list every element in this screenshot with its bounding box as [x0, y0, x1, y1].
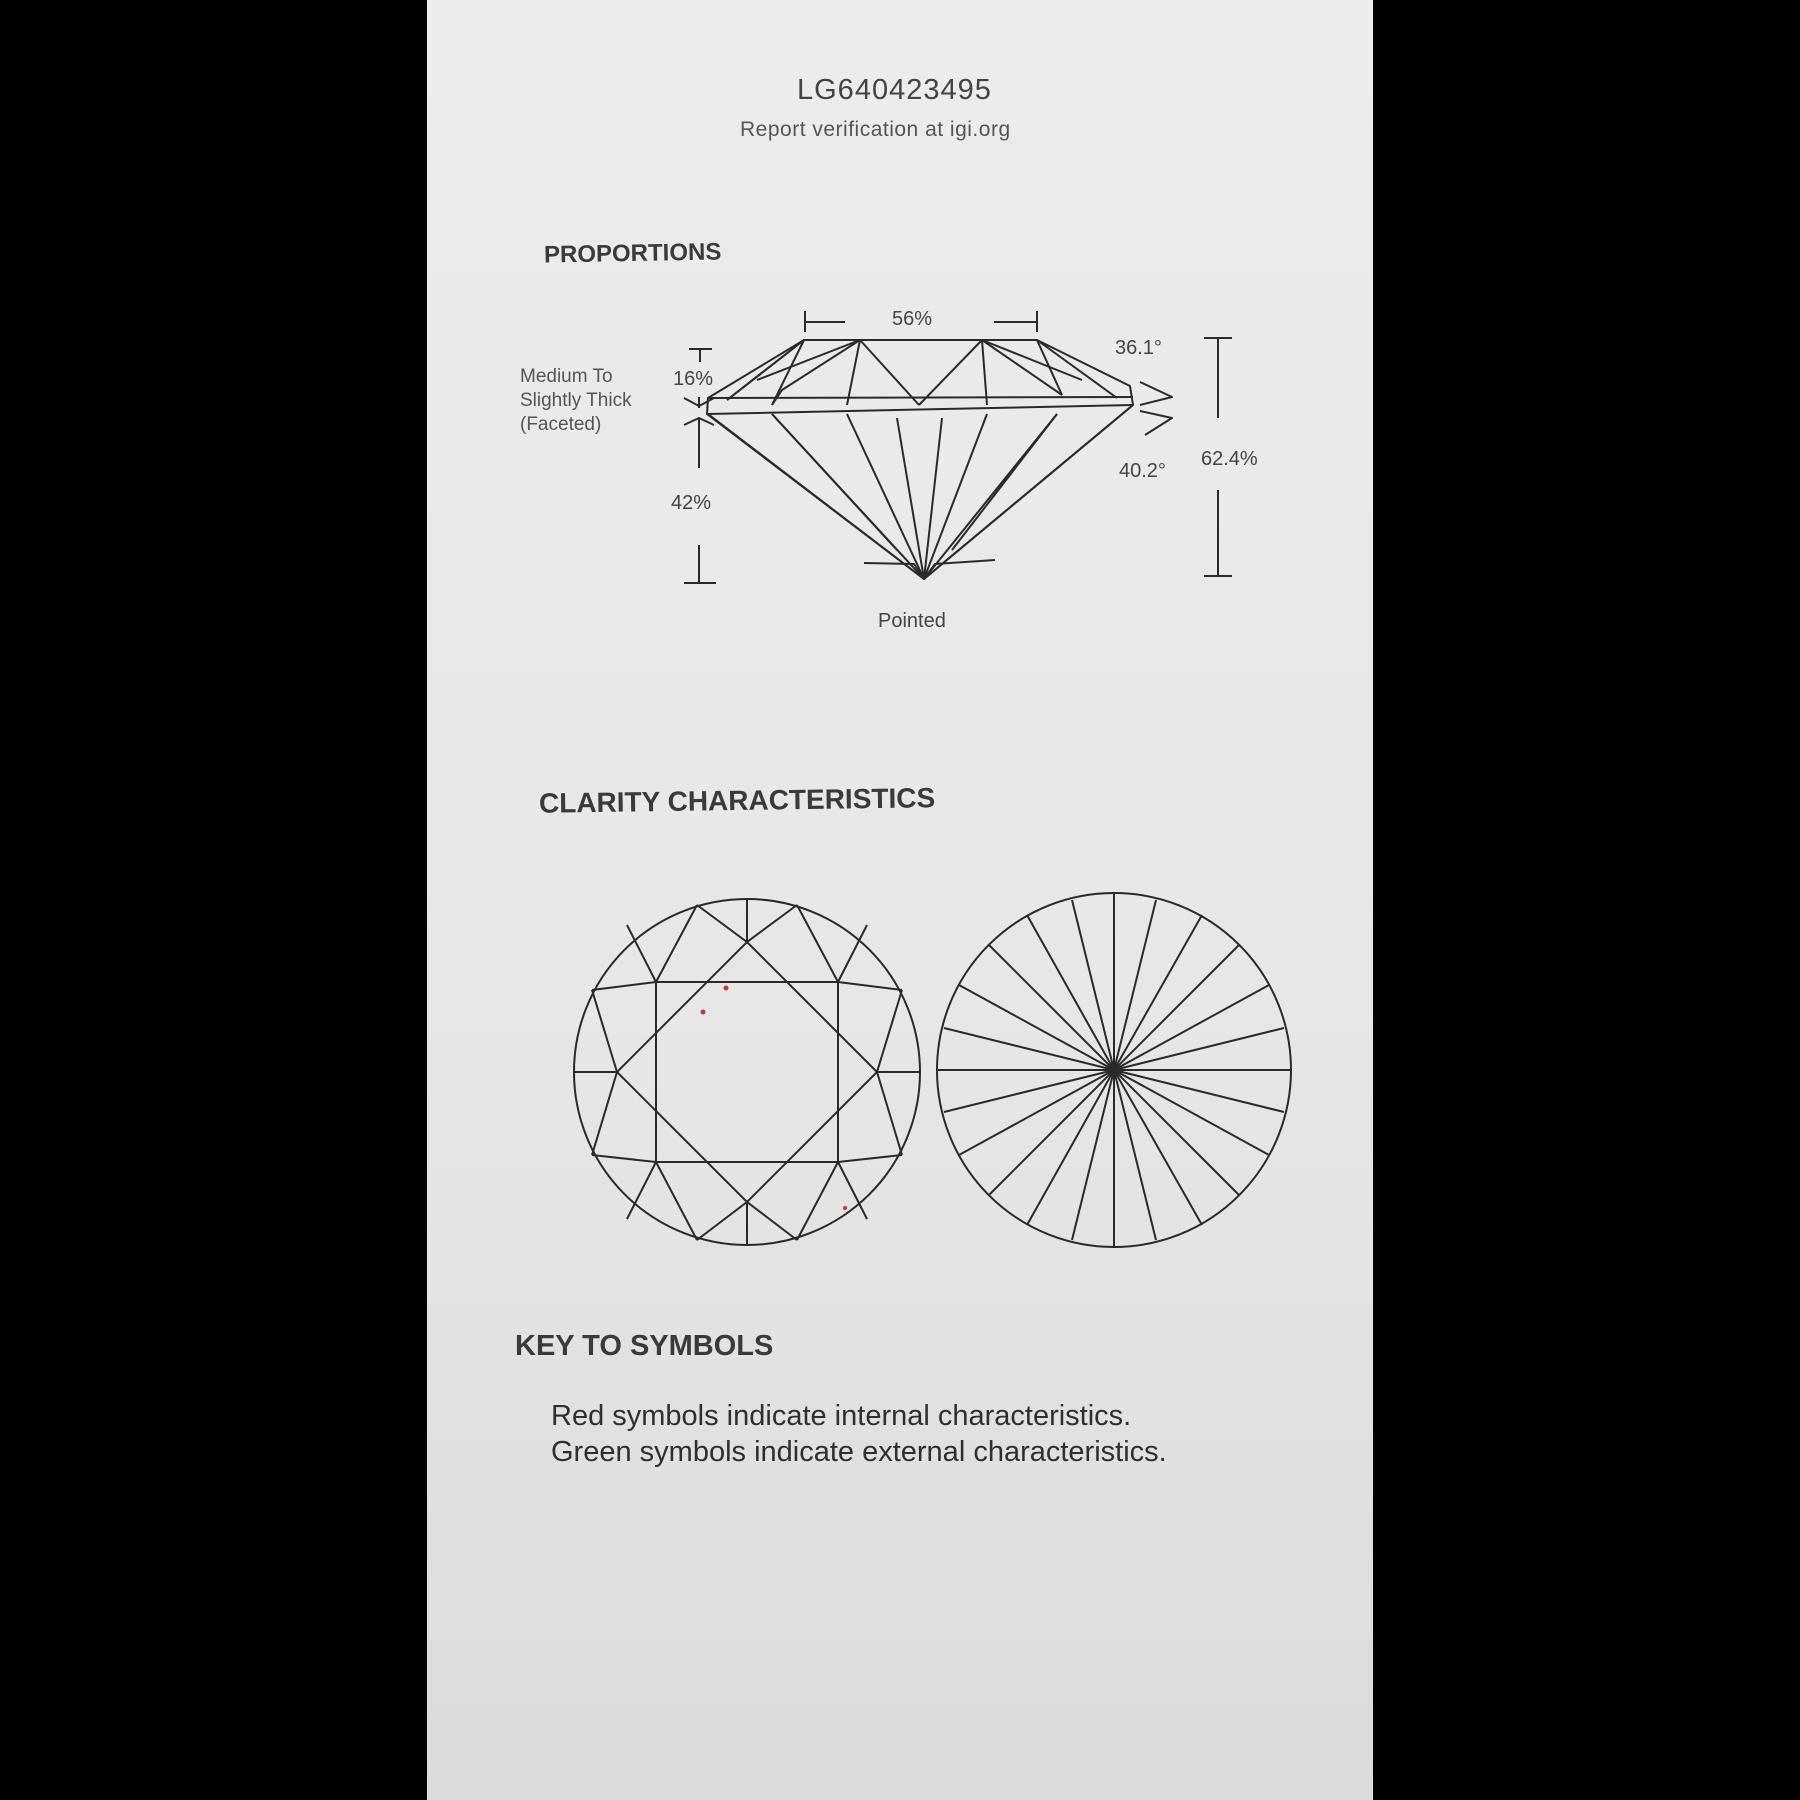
key-external-note: Green symbols indicate external characteristics.: [551, 1436, 1167, 1468]
report-page: [427, 0, 1373, 1800]
verification-note: Report verification at igi.org: [740, 118, 1011, 141]
culet-label: Pointed: [878, 610, 946, 632]
pavilion-view-diagram: [937, 893, 1291, 1247]
crown-angle: 36.1°: [1115, 337, 1162, 359]
pavilion-angle: 40.2°: [1119, 460, 1166, 482]
key-to-symbols-title: KEY TO SYMBOLS: [515, 1330, 774, 1362]
report-number: LG640423495: [797, 74, 992, 106]
girdle-description: Medium To Slightly Thick (Faceted): [520, 366, 632, 435]
crown-view-diagram: [574, 899, 920, 1245]
table-percentage: 56%: [892, 308, 933, 330]
crown-height: 16%: [673, 368, 714, 390]
clarity-plot: [427, 0, 1373, 1300]
pavilion-depth: 42%: [671, 492, 712, 514]
key-internal-note: Red symbols indicate internal characteristics.: [551, 1400, 1132, 1432]
total-depth: 62.4%: [1201, 448, 1258, 470]
clarity-title: CLARITY CHARACTERISTICS: [538, 782, 936, 819]
proportions-title: PROPORTIONS: [543, 238, 722, 269]
